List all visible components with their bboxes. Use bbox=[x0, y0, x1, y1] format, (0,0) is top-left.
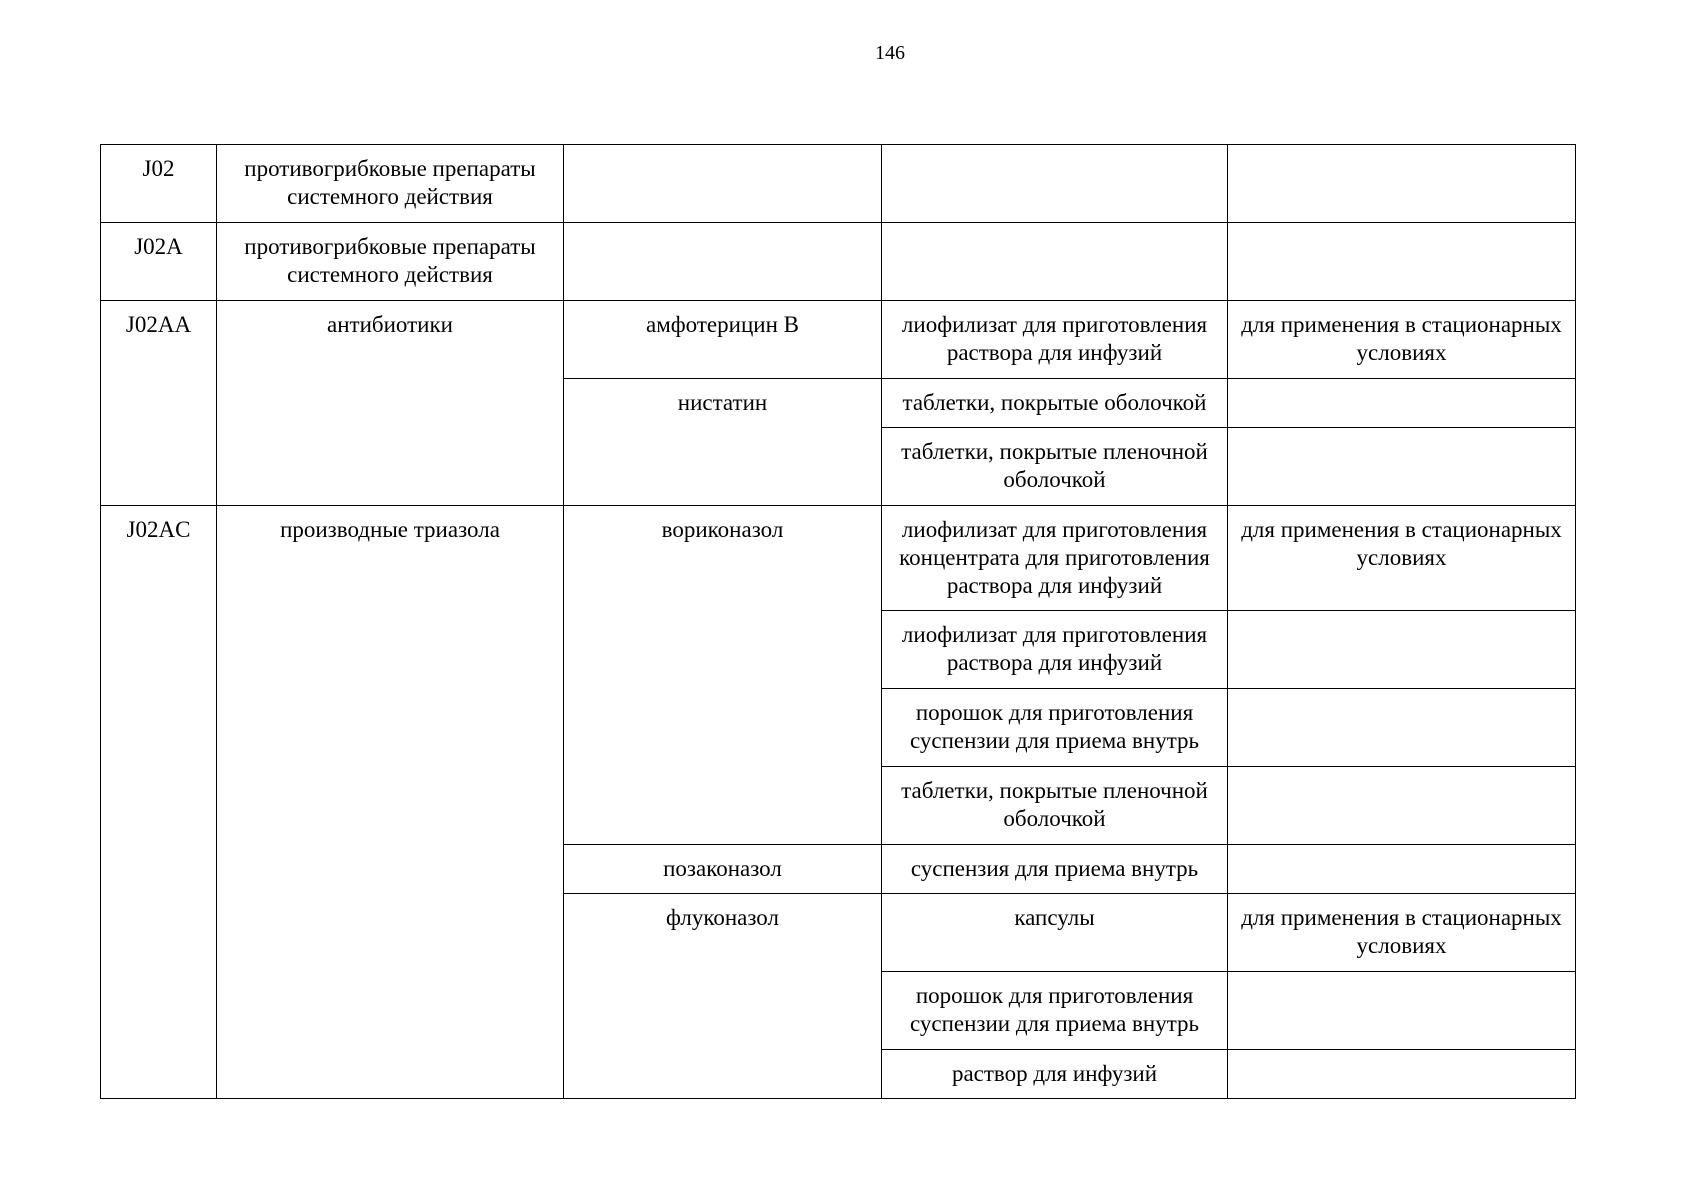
atc-code: J02 bbox=[101, 145, 217, 223]
atc-code: J02AA bbox=[101, 301, 217, 506]
drug-table bbox=[100, 144, 1576, 1099]
note bbox=[1228, 972, 1576, 1050]
dosage-form: раствор для инфузий bbox=[882, 1050, 1228, 1099]
table-row bbox=[101, 223, 1576, 301]
note bbox=[1228, 428, 1576, 506]
note: для применения в стационарных условиях bbox=[1228, 894, 1576, 972]
note: для применения в стационарных условиях bbox=[1228, 301, 1576, 379]
table-row bbox=[101, 301, 1576, 379]
note bbox=[1228, 379, 1576, 428]
dosage-form: лиофилизат для приготовления концентрата для приготовления раствора для инфузий bbox=[882, 506, 1228, 611]
drug-name: вориконазол bbox=[564, 506, 882, 845]
dosage-form: таблетки, покрытые оболочкой bbox=[882, 379, 1228, 428]
group-name: противогрибковые препараты системного действия bbox=[217, 223, 564, 301]
drug-name: нистатин bbox=[564, 379, 882, 506]
dosage-form: лиофилизат для приготовления раствора для инфузий bbox=[882, 611, 1228, 689]
note: для применения в стационарных условиях bbox=[1228, 506, 1576, 611]
dosage-form: суспензия для приема внутрь bbox=[882, 845, 1228, 894]
note bbox=[1228, 145, 1576, 223]
group-name: противогрибковые препараты системного действия bbox=[217, 145, 564, 223]
drug-name bbox=[564, 145, 882, 223]
dosage-form: лиофилизат для приготовления раствора для инфузий bbox=[882, 301, 1228, 379]
atc-code: J02AC bbox=[101, 506, 217, 1099]
table-row bbox=[101, 145, 1576, 223]
atc-code: J02A bbox=[101, 223, 217, 301]
dosage-form: таблетки, покрытые пленочной оболочкой bbox=[882, 767, 1228, 845]
note bbox=[1228, 611, 1576, 689]
drug-name bbox=[564, 223, 882, 301]
note bbox=[1228, 689, 1576, 767]
dosage-form: капсулы bbox=[882, 894, 1228, 972]
drug-name: позаконазол bbox=[564, 845, 882, 894]
table-row bbox=[101, 506, 1576, 611]
note bbox=[1228, 223, 1576, 301]
dosage-form bbox=[882, 145, 1228, 223]
drug-name: амфотерицин B bbox=[564, 301, 882, 379]
dosage-form: порошок для приготовления суспензии для приема внутрь bbox=[882, 689, 1228, 767]
group-name: производные триазола bbox=[217, 506, 564, 1099]
drug-name: флуконазол bbox=[564, 894, 882, 1099]
page-number: 146 bbox=[875, 42, 905, 64]
dosage-form: порошок для приготовления суспензии для приема внутрь bbox=[882, 972, 1228, 1050]
dosage-form: таблетки, покрытые пленочной оболочкой bbox=[882, 428, 1228, 506]
note bbox=[1228, 1050, 1576, 1099]
group-name: антибиотики bbox=[217, 301, 564, 506]
dosage-form bbox=[882, 223, 1228, 301]
note bbox=[1228, 845, 1576, 894]
note bbox=[1228, 767, 1576, 845]
